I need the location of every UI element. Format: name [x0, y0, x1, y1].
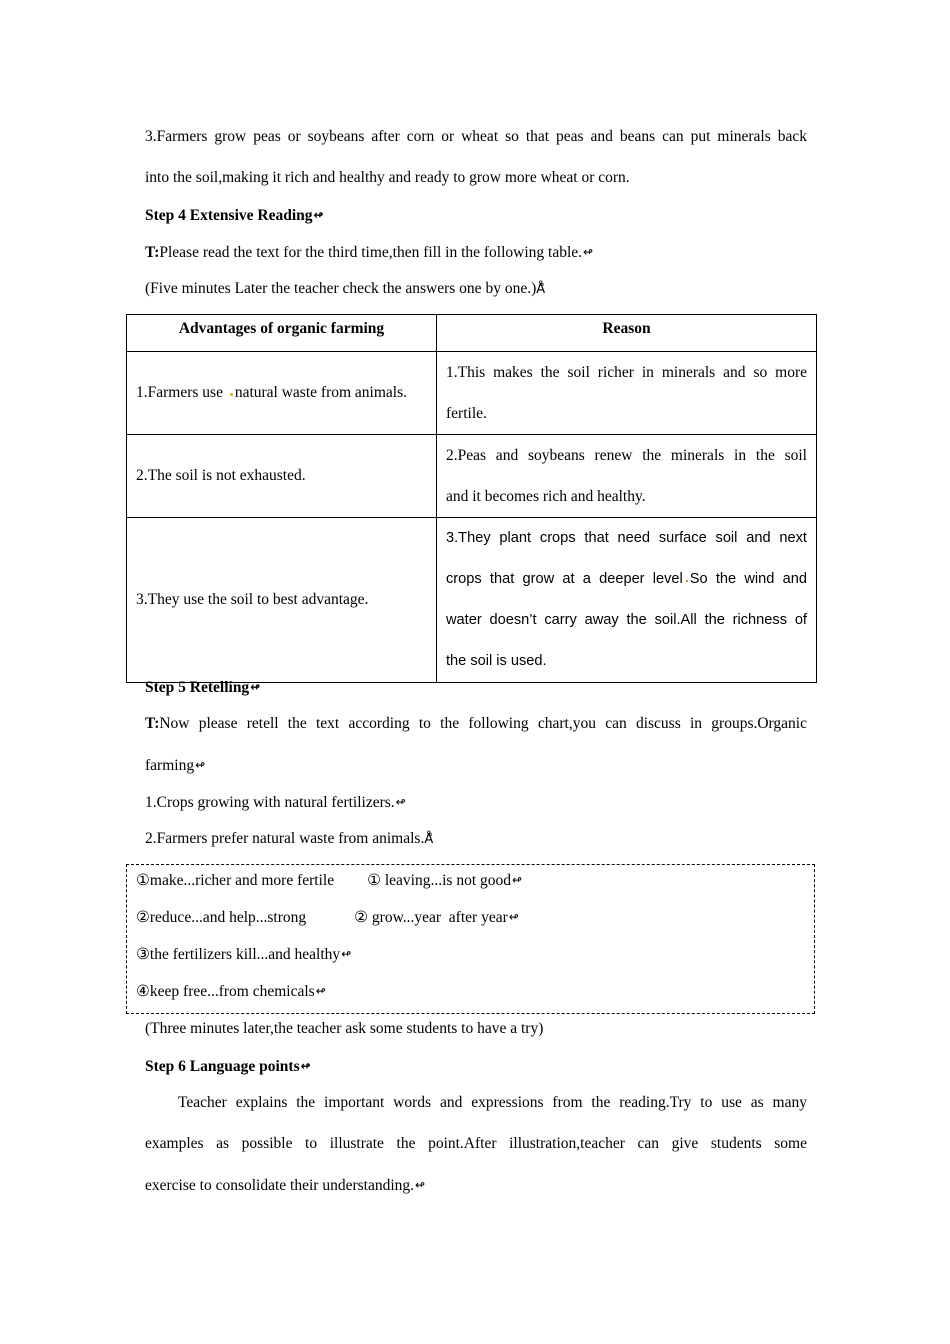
- step4-note-after: ater the teacher check the answers one by one.): [244, 280, 537, 297]
- intro-line-2: into the soil,making it rich and healthy and ready to grow more wheat or corn.: [145, 169, 630, 186]
- paragraph-mark-icon: ↫: [395, 795, 406, 809]
- step5-heading: [145, 677, 807, 698]
- highlight-dot: [686, 580, 688, 582]
- step4-note: [145, 279, 807, 300]
- step5-instruction: [145, 714, 807, 734]
- paragraph-mark-icon: ↫: [341, 947, 352, 961]
- step5-instruction-cont: [145, 755, 807, 776]
- reason-line: water doesn’t carry away the soil.All the richness of: [446, 612, 807, 628]
- step4-heading-text: Step 4 Extensive Reading: [145, 207, 313, 224]
- reason-line: 1.This makes the soil richer in minerals and so more: [446, 364, 807, 381]
- paragraph-mark-icon: ↫: [512, 873, 523, 887]
- chart-row-3: [136, 944, 351, 965]
- end-mark-icon: Å̊: [424, 832, 434, 847]
- chart-row-1-b: ① leaving...is not good: [367, 872, 512, 889]
- table-cell-advantage: 3.They use the soil to best advantage.: [127, 518, 437, 683]
- reason-line: 2.Peas and soybeans renew the minerals in the soil: [446, 447, 807, 464]
- paragraph-mark-icon: ↫: [195, 758, 206, 772]
- step6-line-2: examples as possible to illustrate the point.After illustration,teacher can give students some: [145, 1135, 807, 1152]
- table-row: [127, 435, 817, 518]
- reason-text: So the wind and: [689, 571, 807, 587]
- table-header-row: [127, 315, 817, 352]
- step6-line-1: Teacher explains the important words and expressions from the reading.Try to use as many: [178, 1094, 807, 1111]
- step5-item-1: [145, 792, 807, 813]
- step6-line-3-text: exercise to consolidate their understanding.: [145, 1177, 415, 1194]
- teacher-label: T:: [145, 715, 160, 732]
- step6-line-3: [145, 1175, 807, 1196]
- step5-item-1-text: 1.Crops growing with natural fertilizers.: [145, 794, 395, 811]
- intro-line-1: 3.Farmers grow peas or soybeans after corn or wheat so that peas and beans can put minerals back: [145, 128, 807, 145]
- chart-row-2: [136, 907, 519, 928]
- reason-line: the soil is used.: [446, 653, 547, 669]
- chart-row-1: [136, 870, 522, 891]
- chart-row-3-text: ③the fertilizers kill...and healthy: [136, 946, 341, 963]
- teacher-label: T:: [145, 244, 160, 261]
- step4-heading: [145, 205, 807, 226]
- table-header-advantages: Advantages of organic farming: [127, 315, 437, 352]
- step5-instruction-text: Now please retell the text according to the following chart,you can discuss in groups.Organic: [159, 715, 807, 732]
- paragraph-mark-icon: ↫: [415, 1178, 426, 1192]
- paragraph-mark-icon: ↫: [315, 984, 326, 998]
- advantage-text-b: natural waste from animals.: [234, 384, 407, 401]
- step6-heading-text: Step 6 Language points: [145, 1058, 300, 1075]
- reason-text: crops that grow at a deeper level: [446, 571, 683, 587]
- step6-heading: [145, 1056, 807, 1077]
- step4-note-l: L: [234, 280, 245, 297]
- step5-heading-text: Step 5 Retelling: [145, 679, 250, 696]
- step4-instruction-text: Please read the text for the third time,then fill in the following table.: [159, 244, 583, 261]
- paragraph-mark-icon: ↫: [300, 1059, 311, 1073]
- step4-instruction: [145, 242, 807, 263]
- after-box-note: (Three minutes later,the teacher ask some students to have a try): [145, 1020, 544, 1037]
- reason-line: and it becomes rich and healthy.: [446, 488, 646, 505]
- step5-item-2-text: 2.Farmers prefer natural waste from animals.: [145, 830, 425, 847]
- table-row: [127, 518, 817, 683]
- chart-row-1-a: ①make...richer and more fertile: [136, 872, 335, 889]
- table-cell-advantage: 2.The soil is not exhausted.: [127, 435, 437, 518]
- step4-note-before: (Five minutes: [145, 280, 235, 297]
- paragraph-mark-icon: ↫: [250, 680, 261, 694]
- paragraph-mark-icon: ↫: [583, 245, 594, 259]
- end-mark-icon: Å̊: [536, 282, 546, 297]
- highlight-dot: [230, 393, 233, 396]
- paragraph-mark-icon: ↫: [313, 208, 324, 222]
- table-cell-reason: [437, 352, 817, 435]
- paragraph-mark-icon: ↫: [508, 910, 519, 924]
- reason-line: [446, 559, 807, 600]
- chart-row-4-text: ④keep free...from chemicals: [136, 983, 315, 1000]
- chart-row-2-a: ②reduce...and help...strong: [136, 909, 307, 926]
- chart-row-2-b: ② grow...year after year: [354, 909, 508, 926]
- reason-line: 3.They plant crops that need surface soil and next: [446, 530, 807, 546]
- step5-item-2: [145, 829, 807, 850]
- step5-instruction-cont-text: farming: [145, 757, 195, 774]
- table-cell-reason: [437, 435, 817, 518]
- table-row: [127, 352, 817, 435]
- table-cell-reason: [437, 518, 817, 683]
- retelling-chart-box: [126, 864, 815, 1014]
- chart-row-4: [136, 981, 326, 1002]
- advantages-table: [126, 314, 817, 683]
- reason-line: fertile.: [446, 405, 487, 422]
- advantage-text-a: 1.Farmers use: [136, 384, 227, 401]
- table-header-reason: Reason: [437, 315, 817, 352]
- table-cell-advantage: [127, 352, 437, 435]
